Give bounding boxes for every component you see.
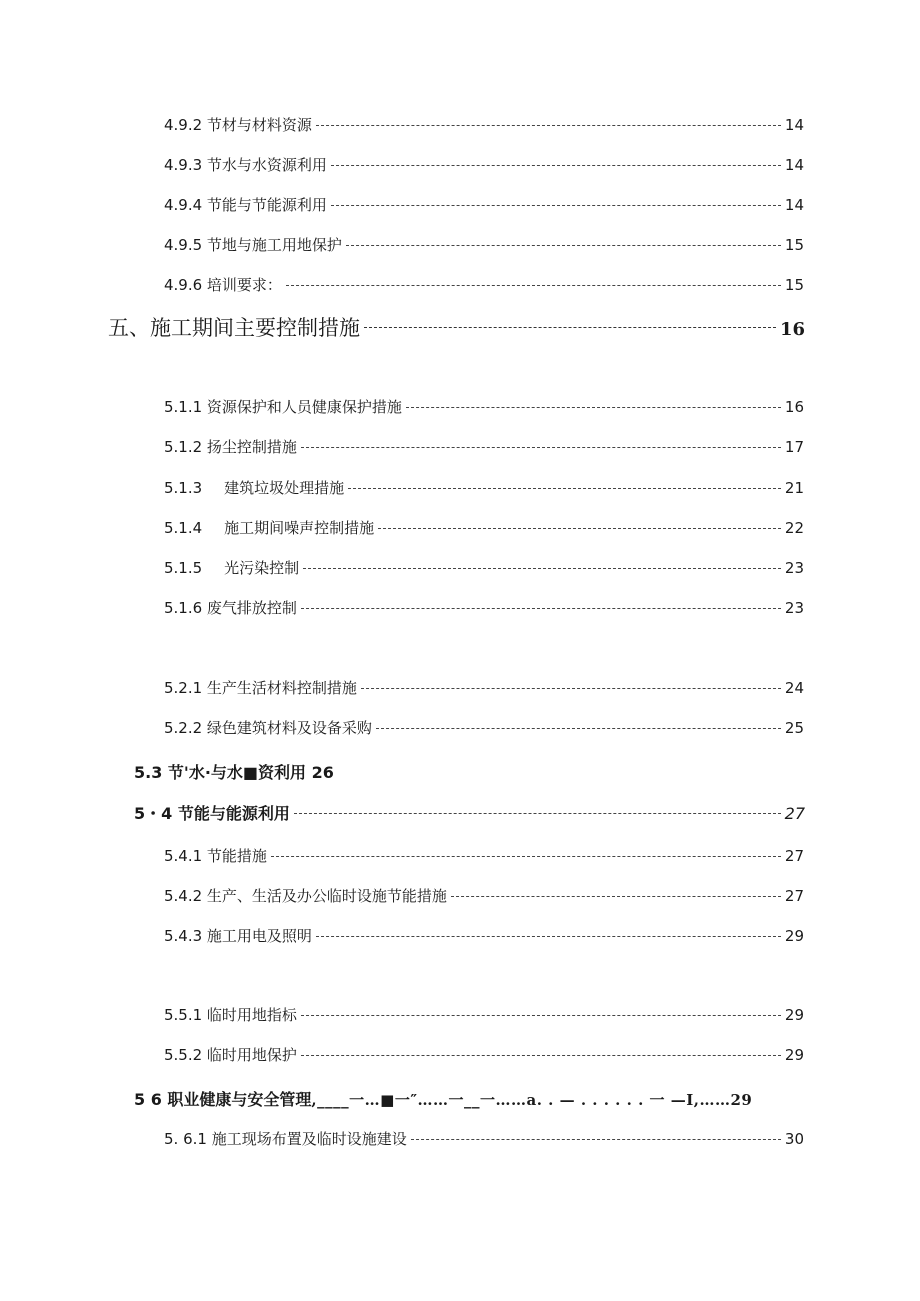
toc-entry-label: 5.1.1 资源保护和人员健康保护措施 bbox=[164, 398, 402, 416]
toc-section-label: 5.3 节'水·与水■资利用 26 bbox=[134, 763, 334, 782]
toc-entry-label: 建筑垃圾处理措施 bbox=[224, 479, 345, 497]
toc-chapter-label: 五、施工期间主要控制措施 bbox=[108, 316, 360, 340]
toc-entry[interactable] bbox=[164, 677, 804, 699]
toc-entry[interactable] bbox=[164, 597, 804, 619]
dot-leader bbox=[301, 1015, 781, 1016]
toc-entry[interactable] bbox=[164, 1004, 804, 1026]
toc-entry-label: 4.9.4 节能与节能源利用 bbox=[164, 196, 327, 214]
dot-leader bbox=[364, 327, 776, 328]
toc-entry[interactable] bbox=[164, 1044, 804, 1066]
toc-entry-label: 5.5.1 临时用地指标 bbox=[164, 1006, 297, 1024]
toc-page-number: 22 bbox=[784, 519, 804, 537]
dot-leader bbox=[316, 125, 781, 126]
toc-entry[interactable] bbox=[164, 396, 804, 418]
toc-page-number: 24 bbox=[784, 679, 804, 697]
toc-entry-label: 4.9.2 节材与材料资源 bbox=[164, 116, 312, 134]
dot-leader bbox=[411, 1139, 781, 1140]
toc-entry-label: 4.9.3 节水与水资源利用 bbox=[164, 156, 327, 174]
toc-entry-label: 5.1.6 废气排放控制 bbox=[164, 599, 297, 617]
toc-section-entry[interactable] bbox=[134, 760, 334, 784]
toc-page-number: 29 bbox=[784, 1046, 804, 1064]
toc-entry-label: 4.9.6 培训要求： bbox=[164, 276, 282, 294]
toc-entry[interactable] bbox=[164, 717, 804, 739]
toc-entry[interactable] bbox=[164, 845, 804, 867]
dot-leader bbox=[303, 568, 781, 569]
toc-page-number: 15 bbox=[784, 276, 804, 294]
toc-entry-number: 5.1.4 bbox=[164, 519, 203, 537]
toc-entry[interactable] bbox=[164, 925, 804, 947]
toc-page-number: 21 bbox=[784, 479, 804, 497]
toc-entry-label: 5.2.2 绿色建筑材料及设备采购 bbox=[164, 719, 372, 737]
toc-entry-label: 5.4.3 施工用电及照明 bbox=[164, 927, 312, 945]
dot-leader bbox=[271, 856, 781, 857]
dot-leader bbox=[451, 896, 781, 897]
toc-page-number: 25 bbox=[784, 719, 804, 737]
toc-entry[interactable] bbox=[164, 885, 804, 907]
toc-entry-label: 5.4.1 节能措施 bbox=[164, 847, 267, 865]
toc-page-number: 29 bbox=[784, 927, 804, 945]
toc-entry-number: 5.1.5 bbox=[164, 559, 203, 577]
toc-entry[interactable] bbox=[164, 557, 804, 579]
toc-entry-label: 光污染控制 bbox=[224, 559, 300, 577]
dot-leader bbox=[294, 813, 781, 814]
toc-entry[interactable] bbox=[164, 477, 804, 499]
toc-page-number: 16 bbox=[784, 398, 804, 416]
toc-page-number: 27 bbox=[784, 847, 804, 865]
dot-leader bbox=[301, 447, 781, 448]
toc-entry[interactable] bbox=[164, 1128, 804, 1150]
toc-page-number: 27 bbox=[784, 804, 805, 823]
dot-leader bbox=[301, 1055, 781, 1056]
toc-chapter-entry[interactable] bbox=[108, 312, 805, 342]
toc-entry-label: 5. 6.1 施工现场布置及临时设施建设 bbox=[164, 1130, 407, 1148]
toc-page-number: 17 bbox=[784, 438, 804, 456]
toc-entry-label: 4.9.5 节地与施工用地保护 bbox=[164, 236, 342, 254]
toc-page-number: 16 bbox=[779, 319, 805, 340]
dot-leader bbox=[301, 608, 781, 609]
dot-leader bbox=[348, 488, 781, 489]
toc-entry-number: 5.1.3 bbox=[164, 479, 203, 497]
toc-page-number: 27 bbox=[784, 887, 804, 905]
toc-page-number: 23 bbox=[784, 599, 804, 617]
toc-entry[interactable] bbox=[164, 234, 804, 256]
toc-entry[interactable] bbox=[164, 154, 804, 176]
toc-entry[interactable] bbox=[164, 436, 804, 458]
dot-leader bbox=[286, 285, 781, 286]
toc-entry[interactable] bbox=[164, 274, 804, 296]
toc-page-number: 14 bbox=[784, 196, 804, 214]
toc-entry-label: 5.5.2 临时用地保护 bbox=[164, 1046, 297, 1064]
dot-leader bbox=[316, 936, 781, 937]
dot-leader bbox=[376, 728, 781, 729]
toc-page-number: 23 bbox=[784, 559, 804, 577]
toc-page-number: 15 bbox=[784, 236, 804, 254]
toc-page-number: 30 bbox=[784, 1130, 804, 1148]
toc-entry[interactable] bbox=[164, 114, 804, 136]
toc-page-number: 29 bbox=[784, 1006, 804, 1024]
dot-leader bbox=[331, 205, 781, 206]
dot-leader bbox=[378, 528, 781, 529]
dot-leader bbox=[361, 688, 781, 689]
toc-entry-label: 5.2.1 生产生活材料控制措施 bbox=[164, 679, 357, 697]
toc-section-label: 5 6 职业健康与安全管理 bbox=[134, 1090, 312, 1109]
toc-entry[interactable] bbox=[164, 517, 804, 539]
toc-entry-label: 5.1.2 扬尘控制措施 bbox=[164, 438, 297, 456]
toc-entry-label: 施工期间噪声控制措施 bbox=[224, 519, 375, 537]
toc-section-entry[interactable] bbox=[134, 801, 805, 825]
toc-page-number: 14 bbox=[784, 156, 804, 174]
dot-leader bbox=[406, 407, 781, 408]
toc-garbled-leader: ,____一…■一″……一__一……a. . — . . . . . . 一 —I,……29 bbox=[311, 1091, 753, 1109]
toc-entry[interactable] bbox=[164, 194, 804, 216]
dot-leader bbox=[331, 165, 781, 166]
toc-entry-label: 5.4.2 生产、生活及办公临时设施节能措施 bbox=[164, 887, 447, 905]
toc-section-entry[interactable] bbox=[134, 1087, 814, 1111]
toc-section-label: 5・4 节能与能源利用 bbox=[134, 804, 290, 823]
dot-leader bbox=[346, 245, 781, 246]
toc-page-number: 14 bbox=[784, 116, 804, 134]
